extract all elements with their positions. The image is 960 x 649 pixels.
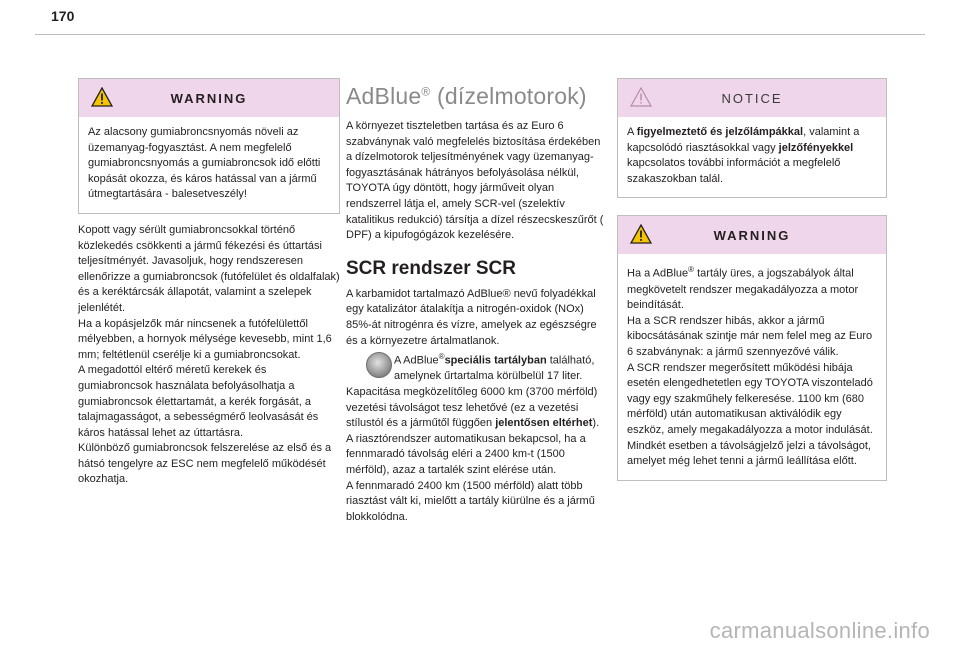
scr-p3-bold: jelentősen eltérhet — [495, 417, 593, 430]
notice-box — [617, 78, 887, 198]
scr-p2-text-a: A AdBlue — [394, 354, 439, 367]
warning-triangle-icon — [630, 224, 652, 249]
column-right — [617, 78, 887, 481]
warning-triangle-icon — [91, 87, 113, 112]
adblue-title — [346, 83, 608, 110]
notice-text-c: kapcsolatos további információt a megfelelő szakaszokban talál. — [627, 157, 841, 185]
warning2-reg: ® — [688, 265, 695, 275]
scr-p3-text-a: Kapacitása megközelítőleg 6000 km (3700 mérföld) vezetési távolságot tesz lehetővé (ez a vezetési stílustól és a járműtől függően — [346, 385, 598, 430]
adblue-title-reg: ® — [421, 84, 431, 99]
warning-box-2-text — [618, 254, 886, 479]
scr-p2-text-b: található, amelynek űrtartalma körülbelül 17 liter. — [394, 354, 595, 383]
warning-box-title: WARNING — [170, 90, 248, 106]
notice-box-text — [618, 117, 886, 197]
column-middle — [346, 80, 608, 525]
scr-p2-reg: ® — [438, 352, 445, 362]
warning-box — [78, 78, 340, 214]
adblue-title-main: AdBlue — [346, 83, 422, 109]
warning-box-2-header — [618, 216, 886, 254]
notice-bold-1: figyelmeztető és jelzőlámpákkal — [636, 126, 804, 138]
scr-paragraph-2 — [394, 349, 608, 385]
scr-p2-bold: speciális tartályban — [444, 354, 547, 367]
top-divider — [35, 34, 925, 35]
column-left — [78, 78, 340, 488]
warning2-text-a: Ha a AdBlue — [627, 268, 689, 281]
notice-box-header — [618, 79, 886, 117]
warning-box-text: Az alacsony gumiabroncsnyomás növeli az üzemanyag-fogyasztást. A nem megfelelő gumiabroncsnyomás a gumiabroncsok idő előtti kopását okozza, és káros hatással van a jármű útmegtartására - balesetveszély! — [88, 126, 321, 201]
scr-p3-text-b: ). A riasztórendszer automatikusan bekapcsol, ha a fennmaradó távolság eléri a 2400 km-t (1500 mérföld), azaz a tartalék szint elérése után. A fennmaradó 2400 km (1500 mérföld) alatt több riasztást vált ki, mielőtt a tartály kiürülne és a jármű blokkolódna. — [346, 417, 600, 523]
page-number: 170 — [51, 8, 75, 24]
adblue-intro: A környezet tiszteletben tartása és az Euro 6 szabványnak való megfelelés biztosítása érdekében a dízelmotorok teljesítményének vagy üzemanyag-fogyasztásának hátrányos befolyásolása nélkül, TOYOTA úgy döntött, hogy járműveit olyan rendszerrel látja el, amely SCR-vel (szelektív katalitikus redukció) társítja a dízel részecskeszűrőt ( DPF) a kipufogógázok kezelésére. — [346, 120, 604, 242]
warning-box-2 — [617, 215, 887, 480]
warning-box-header — [79, 79, 339, 117]
fuel-gauge-icon — [366, 352, 392, 378]
watermark: carmanualsonline.info — [709, 618, 930, 643]
notice-bold-2: jelzőfényekkel — [778, 141, 854, 154]
scr-paragraph-1: A karbamidot tartalmazó AdBlue® nevű folyadékkal egy katalizátor átalakítja a nitrogén-oxidok (NOx) 85%-át nitrogénra és vízre, amelyek az egészségre és a környezetre ártalmatlanok. — [346, 287, 597, 347]
notice-text-b: , valamint a kapcsolódó riasztásokkal vagy — [627, 126, 860, 154]
warning-box-2-title: WARNING — [713, 227, 791, 243]
notice-text-a: A — [627, 126, 637, 138]
tire-body-text: Kopott vagy sérült gumiabroncsokkal történő közlekedés csökkenti a jármű fékezési és úttartási teljesítményét. Javasoljuk, hogy rendszeresen ellenőrizze a gumiabroncsok (futófelület és oldalfalak) és a keréktárcsák állapotát, valamint a szelepek jelenlétét. Ha a kopásjelzők már nincsenek a futófelülettől mélyebben, a hornyok mélysége kevesebb, mint 1,6 mm; feltétlenül cserélje ki a gumiabroncsokat. A megadottól eltérő méretű kerekek és gumiabroncsok használata befolyásolhatja a gumiabroncsok élettartamát, a kerék forgását, a talajmagasságot, a sebességmérő leolvasását és káros hatással lehet az úttartásra. Különböző gumiabroncsok felszerelése az első és a hátsó tengelyre az ESC nem megfelelő működését okozhatja. — [78, 223, 340, 486]
notice-triangle-icon — [630, 87, 652, 112]
warning2-text-b: tartály üres, a jogszabályok által megkövetelt rendszer megakadályozza a motor beindítását. Ha a SCR rendszer hibás, akkor a jármű kibocsátásának szintje már nem felel meg az Euro 6 szabványnak: a jármű szennyezővé válik. A SCR rendszer megerősített működési hibája esetén elengedhetetlen egy TOYOTA viszonteladó vagy egy szakműhely felkeresése. 1100 km (680 mérföld) után automatikusan aktiválódik egy eszköz, amely megakadályozza a motor indulását. Mindkét esetben a távolságjelző jelzi a távolságot, amelyet még lehet tenni a jármű leállítása előtt. — [627, 268, 873, 468]
adblue-title-rest: (dízelmotorok) — [430, 83, 587, 109]
scr-paragraph-3 — [346, 385, 608, 525]
scr-subtitle: SCR rendszer SCR — [346, 257, 516, 279]
adblue-tank-row — [346, 349, 608, 385]
notice-box-title: NOTICE — [721, 90, 783, 106]
